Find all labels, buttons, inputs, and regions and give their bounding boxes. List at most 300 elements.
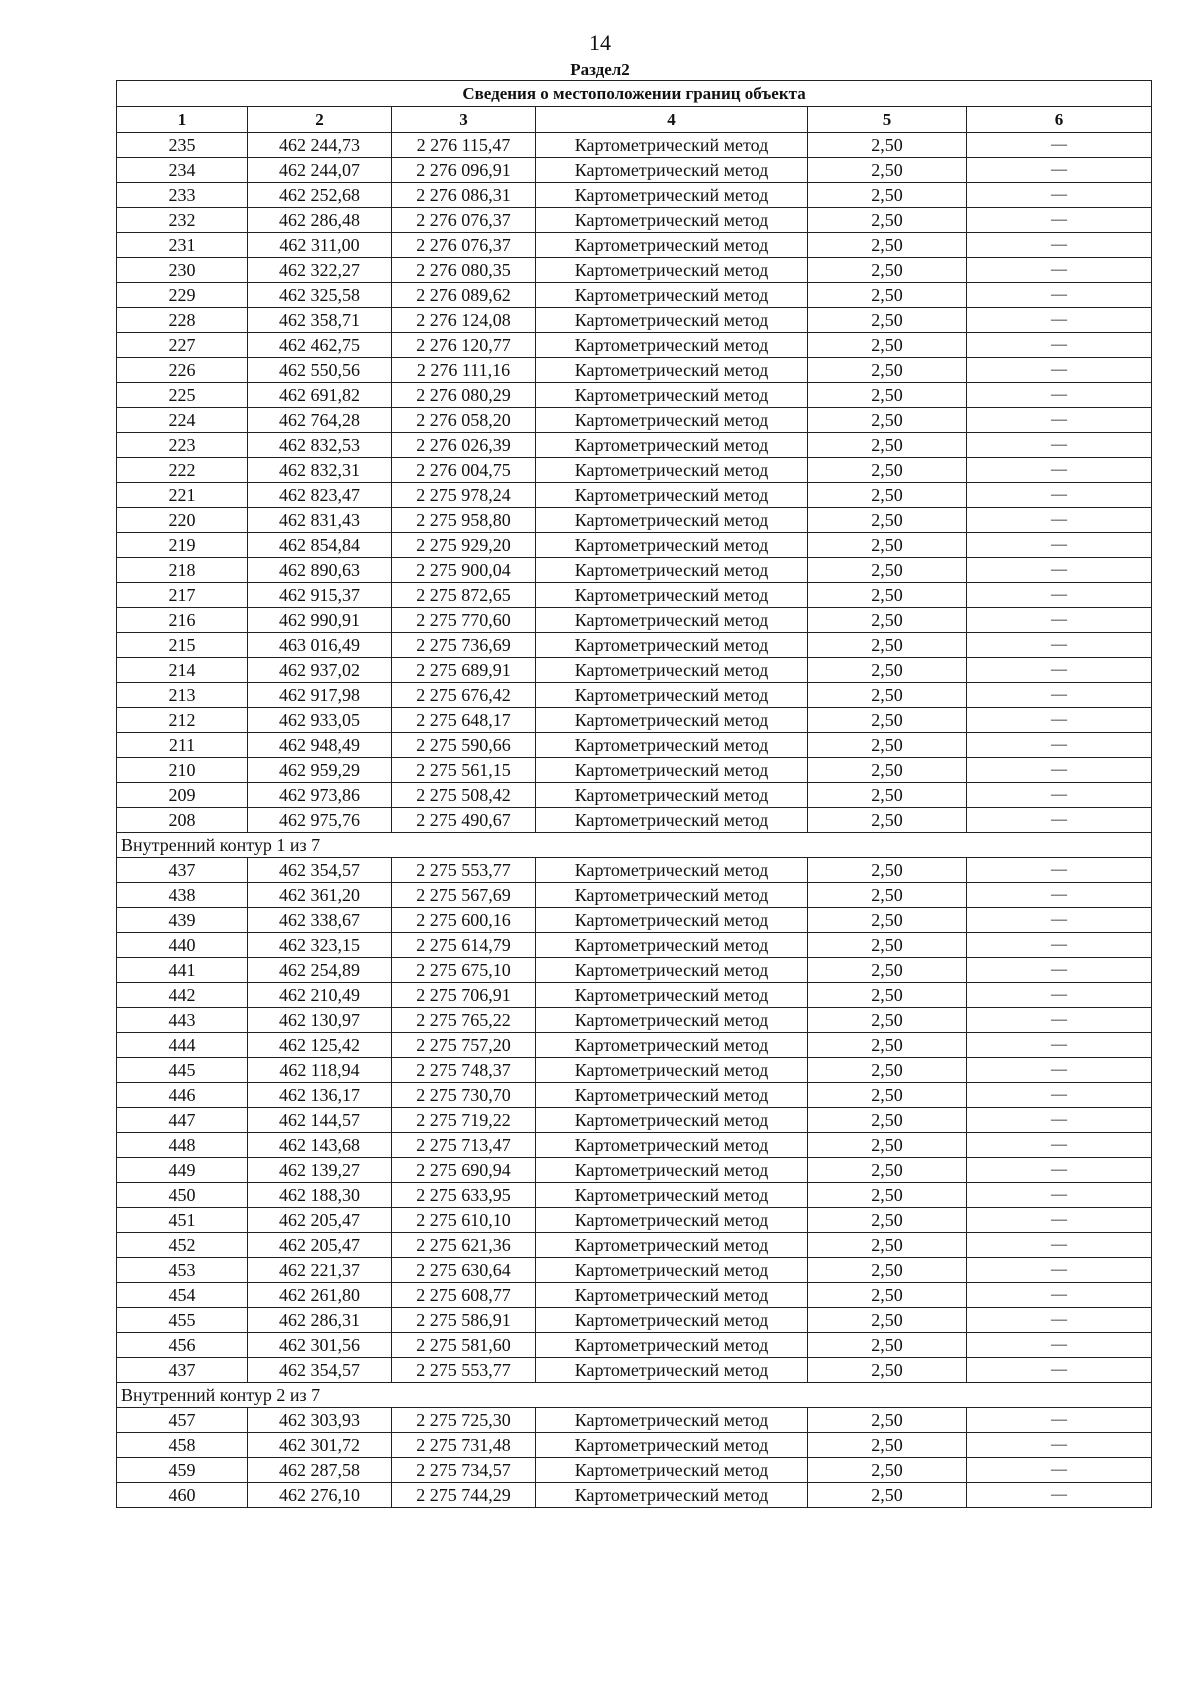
table-row [117, 1083, 1152, 1108]
description-cell: — [967, 558, 1152, 583]
point-number-cell: 439 [117, 908, 248, 933]
y-coordinate-cell: 2 275 757,20 [392, 1033, 536, 1058]
accuracy-cell: 2,50 [808, 1183, 967, 1208]
method-cell: Картометрический метод [536, 1083, 808, 1108]
accuracy-cell: 2,50 [808, 133, 967, 158]
point-number-cell: 214 [117, 658, 248, 683]
y-coordinate-cell: 2 275 508,42 [392, 783, 536, 808]
y-coordinate-cell: 2 275 872,65 [392, 583, 536, 608]
section-title: Раздел2 [570, 60, 630, 79]
y-coordinate-cell: 2 275 648,17 [392, 708, 536, 733]
accuracy-cell: 2,50 [808, 383, 967, 408]
x-coordinate-cell: 462 325,58 [248, 283, 392, 308]
accuracy-cell: 2,50 [808, 708, 967, 733]
accuracy-cell: 2,50 [808, 1133, 967, 1158]
y-coordinate-cell: 2 275 600,16 [392, 908, 536, 933]
x-coordinate-cell: 462 691,82 [248, 383, 392, 408]
accuracy-cell: 2,50 [808, 308, 967, 333]
x-coordinate-cell: 462 205,47 [248, 1233, 392, 1258]
description-cell: — [967, 1408, 1152, 1433]
point-number-cell: 212 [117, 708, 248, 733]
description-cell: — [967, 958, 1152, 983]
point-number-cell: 213 [117, 683, 248, 708]
point-number-cell: 455 [117, 1308, 248, 1333]
x-coordinate-cell: 462 338,67 [248, 908, 392, 933]
table-row [117, 733, 1152, 758]
x-coordinate-cell: 462 244,07 [248, 158, 392, 183]
accuracy-cell: 2,50 [808, 608, 967, 633]
description-cell: — [967, 583, 1152, 608]
x-coordinate-cell: 462 136,17 [248, 1083, 392, 1108]
table-row [117, 358, 1152, 383]
table-row [117, 458, 1152, 483]
point-number-cell: 456 [117, 1333, 248, 1358]
point-number-cell: 227 [117, 333, 248, 358]
y-coordinate-cell: 2 275 734,57 [392, 1458, 536, 1483]
column-number: 3 [392, 107, 536, 133]
y-coordinate-cell: 2 276 124,08 [392, 308, 536, 333]
table-body [117, 81, 1152, 1508]
point-number-cell: 233 [117, 183, 248, 208]
description-cell: — [967, 683, 1152, 708]
y-coordinate-cell: 2 275 490,67 [392, 808, 536, 833]
contour-label: Внутренний контур 2 из 7 [117, 1383, 1152, 1408]
description-cell: — [967, 483, 1152, 508]
description-cell: — [967, 383, 1152, 408]
point-number-cell: 223 [117, 433, 248, 458]
table-row [117, 533, 1152, 558]
accuracy-cell: 2,50 [808, 908, 967, 933]
x-coordinate-cell: 462 354,57 [248, 1358, 392, 1383]
point-number-cell: 441 [117, 958, 248, 983]
point-number-cell: 228 [117, 308, 248, 333]
y-coordinate-cell: 2 275 689,91 [392, 658, 536, 683]
description-cell: — [967, 733, 1152, 758]
x-coordinate-cell: 462 764,28 [248, 408, 392, 433]
point-number-cell: 453 [117, 1258, 248, 1283]
point-number-cell: 218 [117, 558, 248, 583]
accuracy-cell: 2,50 [808, 683, 967, 708]
method-cell: Картометрический метод [536, 1158, 808, 1183]
y-coordinate-cell: 2 275 608,77 [392, 1283, 536, 1308]
point-number-cell: 230 [117, 258, 248, 283]
accuracy-cell: 2,50 [808, 933, 967, 958]
description-cell: — [967, 1183, 1152, 1208]
table-row [117, 308, 1152, 333]
y-coordinate-cell: 2 276 026,39 [392, 433, 536, 458]
description-cell: — [967, 433, 1152, 458]
y-coordinate-cell: 2 275 590,66 [392, 733, 536, 758]
table-row [117, 783, 1152, 808]
description-cell: — [967, 458, 1152, 483]
x-coordinate-cell: 462 301,72 [248, 1433, 392, 1458]
y-coordinate-cell: 2 276 080,35 [392, 258, 536, 283]
table-row [117, 333, 1152, 358]
point-number-cell: 457 [117, 1408, 248, 1433]
table-title-row [117, 81, 1152, 107]
method-cell: Картометрический метод [536, 933, 808, 958]
column-number: 2 [248, 107, 392, 133]
y-coordinate-cell: 2 275 713,47 [392, 1133, 536, 1158]
method-cell: Картометрический метод [536, 1233, 808, 1258]
method-cell: Картометрический метод [536, 608, 808, 633]
x-coordinate-cell: 462 254,89 [248, 958, 392, 983]
description-cell: — [967, 758, 1152, 783]
accuracy-cell: 2,50 [808, 183, 967, 208]
accuracy-cell: 2,50 [808, 1008, 967, 1033]
table-row [117, 683, 1152, 708]
table-row [117, 1433, 1152, 1458]
method-cell: Картометрический метод [536, 208, 808, 233]
x-coordinate-cell: 462 210,49 [248, 983, 392, 1008]
method-cell: Картометрический метод [536, 1408, 808, 1433]
method-cell: Картометрический метод [536, 1333, 808, 1358]
method-cell: Картометрический метод [536, 958, 808, 983]
description-cell: — [967, 408, 1152, 433]
accuracy-cell: 2,50 [808, 408, 967, 433]
table-row [117, 1108, 1152, 1133]
x-coordinate-cell: 463 016,49 [248, 633, 392, 658]
x-coordinate-cell: 462 139,27 [248, 1158, 392, 1183]
description-cell: — [967, 258, 1152, 283]
description-cell: — [967, 1133, 1152, 1158]
table-title: Сведения о местоположении границ объекта [117, 81, 1152, 107]
y-coordinate-cell: 2 275 633,95 [392, 1183, 536, 1208]
method-cell: Картометрический метод [536, 308, 808, 333]
y-coordinate-cell: 2 275 725,30 [392, 1408, 536, 1433]
accuracy-cell: 2,50 [808, 433, 967, 458]
method-cell: Картометрический метод [536, 883, 808, 908]
x-coordinate-cell: 462 322,27 [248, 258, 392, 283]
x-coordinate-cell: 462 143,68 [248, 1133, 392, 1158]
method-cell: Картометрический метод [536, 458, 808, 483]
method-cell: Картометрический метод [536, 533, 808, 558]
table-row [117, 1158, 1152, 1183]
y-coordinate-cell: 2 275 719,22 [392, 1108, 536, 1133]
description-cell: — [967, 1008, 1152, 1033]
description-cell: — [967, 1458, 1152, 1483]
method-cell: Картометрический метод [536, 1358, 808, 1383]
y-coordinate-cell: 2 276 089,62 [392, 283, 536, 308]
y-coordinate-cell: 2 275 929,20 [392, 533, 536, 558]
y-coordinate-cell: 2 275 731,48 [392, 1433, 536, 1458]
method-cell: Картометрический метод [536, 1283, 808, 1308]
table-row [117, 958, 1152, 983]
table-row [117, 558, 1152, 583]
y-coordinate-cell: 2 276 004,75 [392, 458, 536, 483]
y-coordinate-cell: 2 275 736,69 [392, 633, 536, 658]
y-coordinate-cell: 2 275 706,91 [392, 983, 536, 1008]
point-number-cell: 438 [117, 883, 248, 908]
description-cell: — [967, 1158, 1152, 1183]
description-cell: — [967, 508, 1152, 533]
x-coordinate-cell: 462 144,57 [248, 1108, 392, 1133]
accuracy-cell: 2,50 [808, 1258, 967, 1283]
description-cell: — [967, 283, 1152, 308]
point-number-cell: 454 [117, 1283, 248, 1308]
description-cell: — [967, 983, 1152, 1008]
method-cell: Картометрический метод [536, 433, 808, 458]
point-number-cell: 447 [117, 1108, 248, 1133]
x-coordinate-cell: 462 276,10 [248, 1483, 392, 1508]
table-row [117, 1233, 1152, 1258]
method-cell: Картометрический метод [536, 1208, 808, 1233]
accuracy-cell: 2,50 [808, 1408, 967, 1433]
y-coordinate-cell: 2 275 770,60 [392, 608, 536, 633]
point-number-cell: 449 [117, 1158, 248, 1183]
method-cell: Картометрический метод [536, 383, 808, 408]
accuracy-cell: 2,50 [808, 1033, 967, 1058]
description-cell: — [967, 1058, 1152, 1083]
x-coordinate-cell: 462 358,71 [248, 308, 392, 333]
method-cell: Картометрический метод [536, 1308, 808, 1333]
method-cell: Картометрический метод [536, 758, 808, 783]
y-coordinate-cell: 2 276 120,77 [392, 333, 536, 358]
y-coordinate-cell: 2 276 076,37 [392, 233, 536, 258]
point-number-cell: 219 [117, 533, 248, 558]
table-row [117, 1033, 1152, 1058]
x-coordinate-cell: 462 303,93 [248, 1408, 392, 1433]
description-cell: — [967, 1333, 1152, 1358]
accuracy-cell: 2,50 [808, 883, 967, 908]
table-row [117, 183, 1152, 208]
method-cell: Картометрический метод [536, 633, 808, 658]
accuracy-cell: 2,50 [808, 633, 967, 658]
accuracy-cell: 2,50 [808, 1308, 967, 1333]
accuracy-cell: 2,50 [808, 1458, 967, 1483]
x-coordinate-cell: 462 286,48 [248, 208, 392, 233]
method-cell: Картометрический метод [536, 1433, 808, 1458]
method-cell: Картометрический метод [536, 558, 808, 583]
x-coordinate-cell: 462 125,42 [248, 1033, 392, 1058]
description-cell: — [967, 908, 1152, 933]
point-number-cell: 459 [117, 1458, 248, 1483]
x-coordinate-cell: 462 323,15 [248, 933, 392, 958]
point-number-cell: 231 [117, 233, 248, 258]
x-coordinate-cell: 462 937,02 [248, 658, 392, 683]
table-row [117, 1208, 1152, 1233]
x-coordinate-cell: 462 252,68 [248, 183, 392, 208]
table-row [117, 208, 1152, 233]
accuracy-cell: 2,50 [808, 1358, 967, 1383]
y-coordinate-cell: 2 275 553,77 [392, 1358, 536, 1383]
description-cell: — [967, 358, 1152, 383]
method-cell: Картометрический метод [536, 683, 808, 708]
method-cell: Картометрический метод [536, 783, 808, 808]
point-number-cell: 445 [117, 1058, 248, 1083]
table-row [117, 583, 1152, 608]
method-cell: Картометрический метод [536, 733, 808, 758]
point-number-cell: 440 [117, 933, 248, 958]
accuracy-cell: 2,50 [808, 658, 967, 683]
point-number-cell: 450 [117, 1183, 248, 1208]
accuracy-cell: 2,50 [808, 733, 967, 758]
x-coordinate-cell: 462 831,43 [248, 508, 392, 533]
boundary-table [116, 80, 1152, 1508]
table-row [117, 1358, 1152, 1383]
table-row [117, 383, 1152, 408]
accuracy-cell: 2,50 [808, 1083, 967, 1108]
table-row [117, 708, 1152, 733]
accuracy-cell: 2,50 [808, 1283, 967, 1308]
method-cell: Картометрический метод [536, 583, 808, 608]
x-coordinate-cell: 462 990,91 [248, 608, 392, 633]
accuracy-cell: 2,50 [808, 808, 967, 833]
x-coordinate-cell: 462 261,80 [248, 1283, 392, 1308]
description-cell: — [967, 208, 1152, 233]
table-row [117, 1308, 1152, 1333]
accuracy-cell: 2,50 [808, 233, 967, 258]
point-number-cell: 443 [117, 1008, 248, 1033]
table-row [117, 1333, 1152, 1358]
x-coordinate-cell: 462 118,94 [248, 1058, 392, 1083]
table-row [117, 508, 1152, 533]
accuracy-cell: 2,50 [808, 208, 967, 233]
y-coordinate-cell: 2 275 958,80 [392, 508, 536, 533]
y-coordinate-cell: 2 276 115,47 [392, 133, 536, 158]
column-number: 4 [536, 107, 808, 133]
method-cell: Картометрический метод [536, 1183, 808, 1208]
x-coordinate-cell: 462 221,37 [248, 1258, 392, 1283]
point-number-cell: 460 [117, 1483, 248, 1508]
table-row [117, 933, 1152, 958]
point-number-cell: 210 [117, 758, 248, 783]
point-number-cell: 211 [117, 733, 248, 758]
description-cell: — [967, 1208, 1152, 1233]
point-number-cell: 222 [117, 458, 248, 483]
method-cell: Картометрический метод [536, 1008, 808, 1033]
y-coordinate-cell: 2 275 630,64 [392, 1258, 536, 1283]
y-coordinate-cell: 2 276 096,91 [392, 158, 536, 183]
point-number-cell: 458 [117, 1433, 248, 1458]
table-row [117, 1258, 1152, 1283]
accuracy-cell: 2,50 [808, 758, 967, 783]
point-number-cell: 209 [117, 783, 248, 808]
description-cell: — [967, 1308, 1152, 1333]
method-cell: Картометрический метод [536, 708, 808, 733]
accuracy-cell: 2,50 [808, 533, 967, 558]
column-number: 1 [117, 107, 248, 133]
description-cell: — [967, 633, 1152, 658]
x-coordinate-cell: 462 286,31 [248, 1308, 392, 1333]
method-cell: Картометрический метод [536, 1483, 808, 1508]
x-coordinate-cell: 462 130,97 [248, 1008, 392, 1033]
description-cell: — [967, 1433, 1152, 1458]
accuracy-cell: 2,50 [808, 1208, 967, 1233]
y-coordinate-cell: 2 275 765,22 [392, 1008, 536, 1033]
point-number-cell: 448 [117, 1133, 248, 1158]
table-row [117, 633, 1152, 658]
point-number-cell: 226 [117, 358, 248, 383]
point-number-cell: 234 [117, 158, 248, 183]
accuracy-cell: 2,50 [808, 483, 967, 508]
table-row [117, 983, 1152, 1008]
x-coordinate-cell: 462 205,47 [248, 1208, 392, 1233]
description-cell: — [967, 233, 1152, 258]
y-coordinate-cell: 2 275 581,60 [392, 1333, 536, 1358]
accuracy-cell: 2,50 [808, 983, 967, 1008]
x-coordinate-cell: 462 361,20 [248, 883, 392, 908]
description-cell: — [967, 133, 1152, 158]
method-cell: Картометрический метод [536, 283, 808, 308]
table-row [117, 658, 1152, 683]
point-number-cell: 225 [117, 383, 248, 408]
table-row [117, 883, 1152, 908]
y-coordinate-cell: 2 275 614,79 [392, 933, 536, 958]
method-cell: Картометрический метод [536, 908, 808, 933]
accuracy-cell: 2,50 [808, 583, 967, 608]
method-cell: Картометрический метод [536, 358, 808, 383]
description-cell: — [967, 1483, 1152, 1508]
y-coordinate-cell: 2 276 076,37 [392, 208, 536, 233]
point-number-cell: 229 [117, 283, 248, 308]
y-coordinate-cell: 2 275 675,10 [392, 958, 536, 983]
point-number-cell: 232 [117, 208, 248, 233]
point-number-cell: 224 [117, 408, 248, 433]
method-cell: Картометрический метод [536, 183, 808, 208]
table-row [117, 1483, 1152, 1508]
method-cell: Картометрический метод [536, 1108, 808, 1133]
point-number-cell: 208 [117, 808, 248, 833]
table-row [117, 808, 1152, 833]
method-cell: Картометрический метод [536, 983, 808, 1008]
method-cell: Картометрический метод [536, 158, 808, 183]
x-coordinate-cell: 462 832,31 [248, 458, 392, 483]
y-coordinate-cell: 2 276 086,31 [392, 183, 536, 208]
x-coordinate-cell: 462 823,47 [248, 483, 392, 508]
x-coordinate-cell: 462 188,30 [248, 1183, 392, 1208]
y-coordinate-cell: 2 275 978,24 [392, 483, 536, 508]
y-coordinate-cell: 2 275 610,10 [392, 1208, 536, 1233]
x-coordinate-cell: 462 462,75 [248, 333, 392, 358]
point-number-cell: 216 [117, 608, 248, 633]
description-cell: — [967, 1033, 1152, 1058]
description-cell: — [967, 1358, 1152, 1383]
method-cell: Картометрический метод [536, 233, 808, 258]
x-coordinate-cell: 462 854,84 [248, 533, 392, 558]
table-row [117, 233, 1152, 258]
accuracy-cell: 2,50 [808, 1333, 967, 1358]
table-row [117, 408, 1152, 433]
column-number: 6 [967, 107, 1152, 133]
description-cell: — [967, 1258, 1152, 1283]
x-coordinate-cell: 462 287,58 [248, 1458, 392, 1483]
accuracy-cell: 2,50 [808, 783, 967, 808]
x-coordinate-cell: 462 311,00 [248, 233, 392, 258]
description-cell: — [967, 183, 1152, 208]
x-coordinate-cell: 462 973,86 [248, 783, 392, 808]
method-cell: Картометрический метод [536, 508, 808, 533]
x-coordinate-cell: 462 832,53 [248, 433, 392, 458]
description-cell: — [967, 658, 1152, 683]
accuracy-cell: 2,50 [808, 1233, 967, 1258]
contour-header-row [117, 833, 1152, 858]
method-cell: Картометрический метод [536, 1033, 808, 1058]
table-row [117, 433, 1152, 458]
table-row [117, 158, 1152, 183]
table-row [117, 908, 1152, 933]
y-coordinate-cell: 2 275 748,37 [392, 1058, 536, 1083]
description-cell: — [967, 308, 1152, 333]
method-cell: Картометрический метод [536, 1133, 808, 1158]
column-number-row [117, 107, 1152, 133]
x-coordinate-cell: 462 933,05 [248, 708, 392, 733]
accuracy-cell: 2,50 [808, 1433, 967, 1458]
x-coordinate-cell: 462 915,37 [248, 583, 392, 608]
description-cell: — [967, 808, 1152, 833]
y-coordinate-cell: 2 275 621,36 [392, 1233, 536, 1258]
point-number-cell: 446 [117, 1083, 248, 1108]
